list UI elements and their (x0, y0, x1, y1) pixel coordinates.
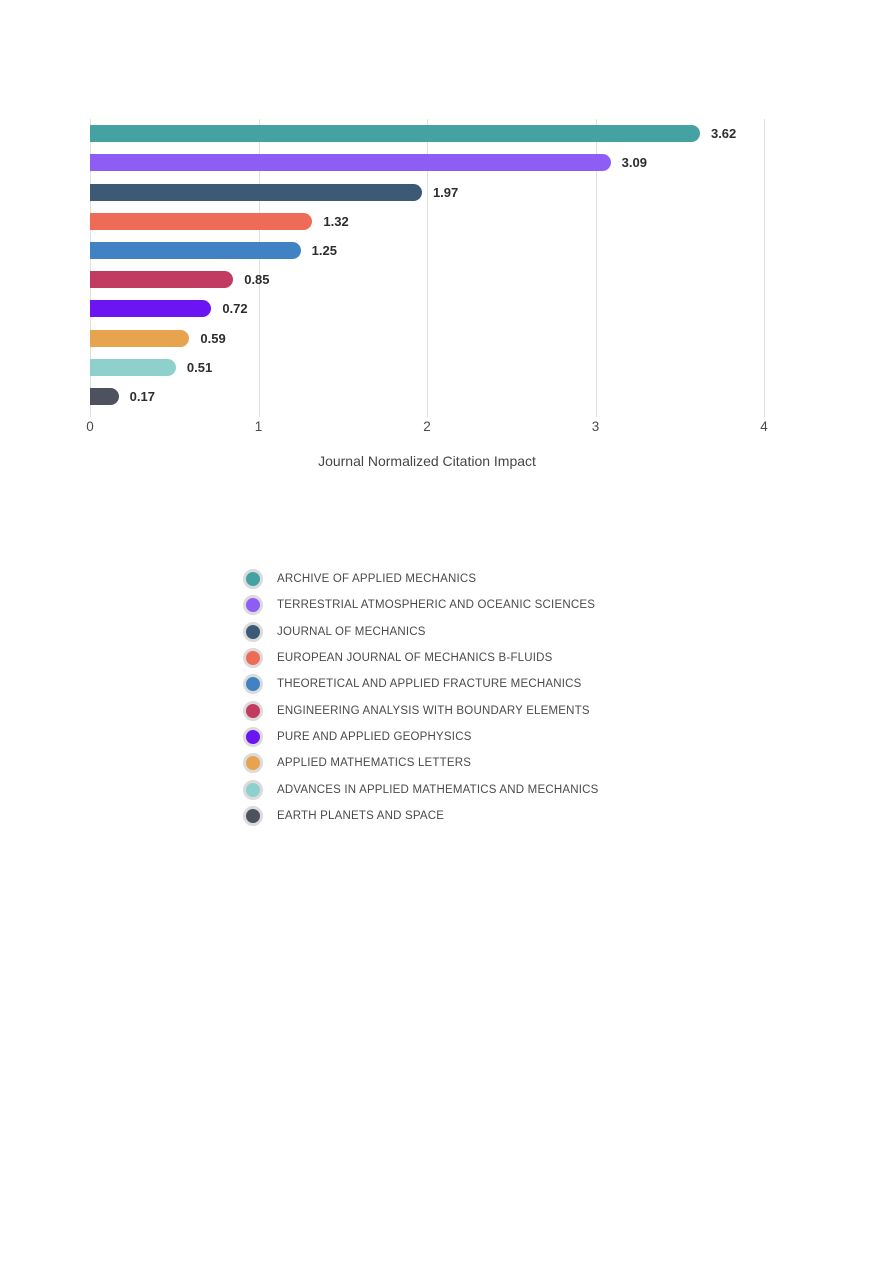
chart-legend (243, 566, 598, 829)
bar-chart (0, 119, 893, 499)
legend-item[interactable] (243, 619, 598, 645)
bar-row (90, 382, 764, 411)
bar-row (90, 148, 764, 177)
legend-item-label: PURE AND APPLIED GEOPHYSICS (277, 730, 472, 743)
legend-item-label: EARTH PLANETS AND SPACE (277, 809, 445, 822)
bar-value-label: 1.25 (311, 242, 337, 258)
bar[interactable] (90, 388, 119, 405)
legend-item[interactable] (243, 645, 598, 671)
bar[interactable] (90, 330, 189, 347)
bar[interactable] (90, 125, 700, 142)
bar[interactable] (90, 213, 312, 230)
legend-marker (243, 753, 263, 773)
legend-marker (243, 727, 263, 747)
legend-marker (243, 701, 263, 721)
legend-item-label: ARCHIVE OF APPLIED MECHANICS (277, 573, 477, 586)
legend-item[interactable] (243, 566, 598, 592)
legend-item[interactable] (243, 592, 598, 618)
bar-value-label: 0.17 (129, 388, 155, 404)
x-tick-label: 0 (86, 419, 94, 434)
legend-marker (243, 622, 263, 642)
legend-item[interactable] (243, 724, 598, 750)
legend-item-label: ADVANCES IN APPLIED MATHEMATICS AND MECHANICS (277, 783, 599, 796)
legend-marker (243, 674, 263, 694)
bar-row (90, 236, 764, 265)
bar-row (90, 294, 764, 323)
bar-value-label: 3.09 (621, 155, 647, 171)
x-tick-label: 3 (591, 419, 600, 434)
bar-row (90, 177, 764, 206)
legend-item-label: THEORETICAL AND APPLIED FRACTURE MECHANICS (277, 678, 582, 691)
bar[interactable] (90, 242, 301, 259)
bar-row (90, 119, 764, 148)
bar-value-label: 0.51 (186, 359, 213, 375)
bar[interactable] (90, 154, 611, 171)
bar-value-label: 1.97 (432, 184, 459, 200)
legend-item-label: TERRESTRIAL ATMOSPHERIC AND OCEANIC SCIENCES (277, 599, 596, 612)
bar[interactable] (90, 271, 233, 288)
bar-value-label: 0.72 (222, 301, 248, 317)
legend-item-label: EUROPEAN JOURNAL OF MECHANICS B-FLUIDS (277, 652, 553, 665)
x-tick-label: 4 (760, 419, 768, 434)
x-tick-label: 1 (254, 419, 263, 434)
bar[interactable] (90, 359, 176, 376)
bar-value-label: 3.62 (710, 126, 737, 142)
bar[interactable] (90, 300, 211, 317)
bar-series (90, 119, 764, 411)
legend-marker (243, 595, 263, 615)
legend-marker (243, 806, 263, 826)
legend-marker (243, 780, 263, 800)
bar-value-label: 0.85 (244, 272, 270, 288)
legend-marker (243, 569, 263, 589)
bar-row (90, 353, 764, 382)
legend-item-label: JOURNAL OF MECHANICS (277, 625, 426, 638)
gridline (764, 119, 765, 417)
bar-row (90, 323, 764, 352)
x-axis-title: Journal Normalized Citation Impact (318, 453, 536, 469)
legend-item[interactable] (243, 671, 598, 697)
legend-marker (243, 648, 263, 668)
bar-row (90, 207, 764, 236)
bar-value-label: 0.59 (200, 330, 226, 346)
legend-item-label: APPLIED MATHEMATICS LETTERS (277, 757, 472, 770)
bar-value-label: 1.32 (323, 213, 349, 229)
legend-item[interactable] (243, 750, 598, 776)
bar[interactable] (90, 184, 422, 201)
bar-row (90, 265, 764, 294)
legend-item[interactable] (243, 776, 598, 802)
legend-item[interactable] (243, 803, 598, 829)
legend-item-label: ENGINEERING ANALYSIS WITH BOUNDARY ELEMENTS (277, 704, 590, 717)
plot-area (86, 119, 768, 434)
x-tick-label: 2 (423, 419, 431, 434)
legend-item[interactable] (243, 697, 598, 723)
